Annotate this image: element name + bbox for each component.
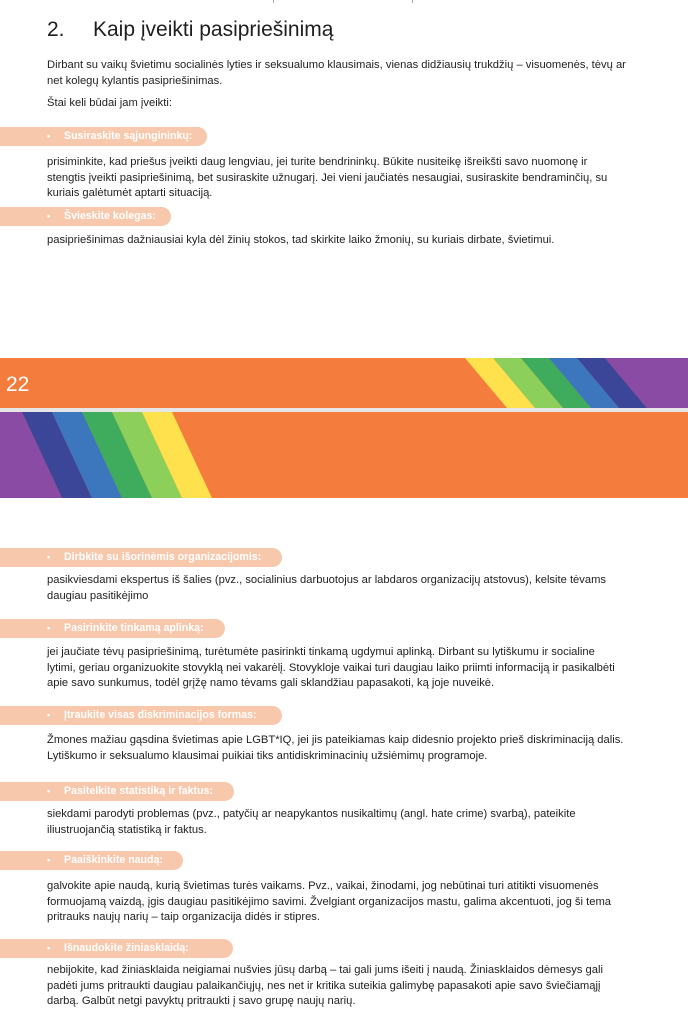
- heading-number: 2.: [47, 18, 65, 41]
- item-description: [47, 573, 667, 604]
- item-description: [47, 233, 667, 249]
- bullet-icon: •: [47, 131, 51, 141]
- bullet-icon: •: [47, 623, 51, 633]
- text-line: padėti jums pritraukti daugiau palaikančiųjų, nes net ir kritika suteikia galimybę papasakoti apie savo šviečiamąjį: [47, 979, 601, 992]
- crop-mark: [273, 0, 274, 3]
- item-label: Švieskite kolegas:: [64, 210, 156, 222]
- text-line: jei jaučiate tėvų pasipriešinimą, turėtumėte pasirinkti tinkamą ugdymui aplinką. Dirbant su lytiškumu ir socialine: [47, 646, 595, 658]
- text-line: darbą. Galbūt netgi pavyktų pritraukti į savo grupę naujų narių.: [47, 995, 356, 1007]
- text-line: formuojamą vaizdą, įgis daugiau pasitikėjimo savimi. Žvelgiant organizacijos mastu, galima akcentuoti, jog ši tema: [47, 895, 611, 908]
- item-description: [47, 963, 667, 1010]
- bullet-icon: •: [47, 943, 51, 953]
- text-line: Lytiškumo ir seksualumo klausimai puikiai tiks antidiskriminacinių užsiėmimų programoje.: [47, 749, 488, 762]
- item-description: [47, 155, 667, 202]
- item-label: Dirbkite su išorinėmis organizacijomis:: [64, 551, 262, 563]
- item-description: [47, 645, 667, 692]
- crop-mark: [412, 0, 413, 3]
- text-line: pritrauks naujų narių – taip organizacija didės ir stipres.: [47, 911, 320, 923]
- text-line: stengtis įveikti pasipriešinimą, bet susiraskite užnugarį. Jei vieni jaučiatės nesaugiai, susiraskite bendraminčių, su: [47, 171, 608, 184]
- text-line: nebijokite, kad žiniasklaida neigiamai nušvies jūsų darbą – tai gali jums išeiti į naudą. Žiniasklaidos dėmesys gali: [47, 964, 603, 976]
- text-line: apie savo sunkumus, todėl grįžę namo tėvams gali sklandžiau papasakoti, ką joje nuveikė.: [47, 677, 495, 689]
- text-line: galvokite apie naudą, kurią švietimas turės vaikams. Pvz., vaikai, žinodami, jog nebūtinai turi atitikti visuomenės: [47, 880, 599, 892]
- intro-lead: Štai keli būdai jam įveikti:: [47, 97, 172, 109]
- text-line: pasikviesdami ekspertus iš šalies (pvz., socialinius darbuotojus ar labdaros organizacijų atstovus), kelsite tėvams: [47, 574, 607, 586]
- bullet-icon: •: [47, 552, 51, 562]
- item-label: Paaiškinkite naudą:: [64, 854, 163, 866]
- item-description: [47, 879, 667, 926]
- page-gap: [0, 408, 688, 412]
- item-label-pill: [0, 706, 282, 725]
- item-label-pill: [0, 127, 207, 146]
- bullet-icon: •: [47, 211, 51, 221]
- item-label-pill: [0, 939, 233, 958]
- item-label: Pasitelkite statistiką ir faktus:: [64, 785, 213, 797]
- item-label: Susiraskite sąjungininkų:: [64, 130, 193, 142]
- section-heading: [47, 18, 333, 42]
- item-label-pill: [0, 782, 234, 801]
- text-line: prisiminkite, kad priešus įveikti daug lengviau, jei turite bendrininkų. Būkite nusiteikę išreikšti savo nuomonę ir: [47, 156, 588, 168]
- item-label: Pasirinkite tinkamą aplinką:: [64, 622, 204, 634]
- text-line: kuriais galėtumėt aptarti situaciją.: [47, 187, 213, 199]
- bullet-icon: •: [47, 855, 51, 865]
- text-line: lytimi, geriau organizuokite stovyklą nei vakarėlį. Stovykloje vaikai turi daugiau laiko priimti informaciją ir pasikalbėti: [47, 661, 615, 674]
- item-label-pill: [0, 548, 282, 567]
- page-bottom: [0, 498, 688, 1024]
- page-number: 22: [6, 373, 30, 396]
- rainbow-page-divider: [0, 358, 688, 498]
- text-line: iliustruojančią statistiką ir faktus.: [47, 823, 207, 836]
- item-description: [47, 733, 667, 764]
- text-line: net kolegų kylantis pasipriešinimas.: [47, 74, 223, 87]
- heading-title: Kaip įveikti pasipriešinimą: [93, 18, 334, 41]
- item-label: Išnaudokite žiniasklaidą:: [64, 942, 189, 954]
- bullet-icon: •: [47, 710, 51, 720]
- item-label-pill: [0, 619, 225, 638]
- page-top: [0, 0, 688, 358]
- rainbow-band-graphic: [0, 358, 688, 498]
- bullet-icon: •: [47, 786, 51, 796]
- text-line: Žmones mažiau gąsdina švietimas apie LGBT*IQ, jei jis pateikiamas kaip didesnio projekto prieš diskriminaciją dalis.: [47, 734, 624, 746]
- intro-paragraph: [47, 58, 626, 89]
- item-label: Įtraukite visas diskriminacijos formas:: [64, 709, 257, 721]
- item-label-pill: [0, 851, 183, 870]
- text-line: daugiau pasitikėjimo: [47, 589, 149, 602]
- text-line: Dirbant su vaikų švietimu socialinės lyties ir seksualumo klausimais, vienas didžiausių trukdžių – visuomenės, tėvų ar: [47, 59, 626, 71]
- item-label-pill: [0, 207, 171, 226]
- text-line: siekdami parodyti problemas (pvz., patyčių ar neapykantos nusikaltimų (angl. hate crime) svarbą), pateikite: [47, 808, 576, 820]
- item-description: [47, 807, 667, 838]
- text-line: pasipriešinimas dažniausiai kyla dėl žinių stokos, tad skirkite laiko žmonių, su kuriais dirbate, švietimui.: [47, 234, 555, 246]
